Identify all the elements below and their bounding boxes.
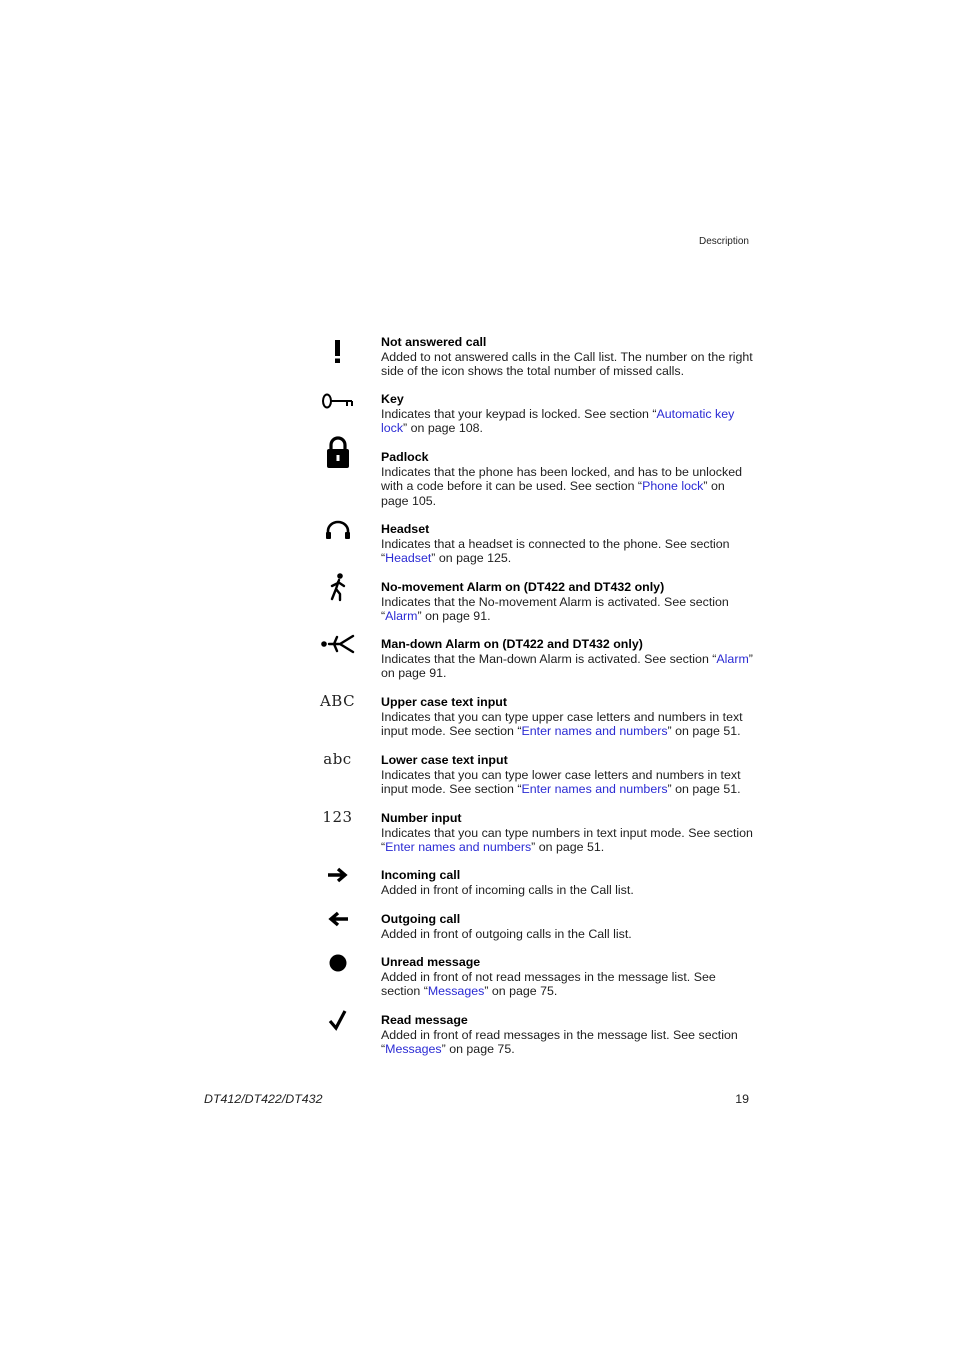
upper-case-icon: ABC xyxy=(319,692,356,710)
entry-title: Unread message xyxy=(381,955,481,969)
headset-icon xyxy=(310,519,365,553)
entry-title: Man-down Alarm on (DT422 and DT432 only) xyxy=(381,637,643,651)
description-text: Indicates that the Man-down Alarm is activated. See section “ xyxy=(381,651,717,666)
entry-title: Incoming call xyxy=(381,868,461,882)
link-enter-names-and-numbers[interactable]: Enter names and numbers xyxy=(521,724,668,739)
entry-upper-case-text-input xyxy=(381,695,753,739)
entry-title: Headset xyxy=(381,522,430,536)
entry-title: Number input xyxy=(381,811,462,825)
entry-title: Not answered call xyxy=(381,335,487,349)
link-headset[interactable]: Headset xyxy=(385,551,432,566)
description-text: Indicates that a headset is connected to the phone. See section “ xyxy=(381,536,730,566)
link-automatic-key-lock[interactable]: Automatic key lock xyxy=(381,406,735,436)
entry-incoming-call xyxy=(381,868,753,897)
checkmark-icon xyxy=(310,1009,365,1043)
filled-circle-icon xyxy=(310,953,365,987)
entry-title: Padlock xyxy=(381,450,429,464)
description-text: Indicates that you can type lower case letters and numbers in text input mode. See section “ xyxy=(381,767,741,797)
walking-person-icon xyxy=(310,572,365,606)
entry-title: Upper case text input xyxy=(381,695,507,709)
link-alarm[interactable]: Alarm xyxy=(385,609,418,624)
entry-description: Added in front of outgoing calls in the Call list. xyxy=(381,926,632,941)
entry-title: Key xyxy=(381,392,404,406)
entry-description: Added in front of incoming calls in the Call list. xyxy=(381,882,634,897)
link-messages[interactable]: Messages xyxy=(385,1042,442,1057)
description-text: ” on page 91. xyxy=(417,609,491,624)
description-text: Indicates that the phone has been locked, and has to be unlocked with a code before it can be used. See section “ xyxy=(381,464,742,494)
description-text: ” on page 51. xyxy=(531,840,605,855)
entry-description xyxy=(381,595,753,624)
entry-description xyxy=(381,407,753,436)
lower-case-icon: abc xyxy=(323,750,352,768)
entry-title: Outgoing call xyxy=(381,912,461,926)
entry-title: Lower case text input xyxy=(381,753,508,767)
entry-description xyxy=(381,826,753,855)
entry-description xyxy=(381,652,753,681)
description-text: ” on page 51. xyxy=(667,724,741,739)
link-enter-names-and-numbers[interactable]: Enter names and numbers xyxy=(385,840,532,855)
footer-model: DT412/DT422/DT432 xyxy=(204,1092,323,1106)
description-text: ” on page 91. xyxy=(381,651,753,681)
entry-headset xyxy=(381,522,753,566)
page-number: 19 xyxy=(735,1092,749,1106)
description-text: ” on page 108. xyxy=(403,421,483,436)
exclamation-icon xyxy=(310,337,365,371)
arrow-left-icon xyxy=(310,910,365,944)
entry-description xyxy=(381,768,753,797)
link-messages[interactable]: Messages xyxy=(427,984,485,999)
description-text: ” on page 75. xyxy=(441,1042,515,1057)
key-icon xyxy=(310,392,365,426)
description-text: Indicates that you can type numbers in text input mode. See section “ xyxy=(381,825,753,855)
running-header: Description xyxy=(698,236,749,247)
padlock-icon xyxy=(310,436,365,470)
entry-padlock xyxy=(381,450,753,508)
entry-number-input xyxy=(381,811,753,855)
number-input-icon: 123 xyxy=(322,808,353,826)
entry-unread-message xyxy=(381,955,753,999)
entry-description xyxy=(381,970,753,999)
description-text: ” on page 51. xyxy=(667,782,741,797)
entry-description xyxy=(381,1028,753,1057)
link-enter-names-and-numbers[interactable]: Enter names and numbers xyxy=(521,782,668,797)
entry-key xyxy=(381,392,753,436)
entry-lower-case-text-input xyxy=(381,753,753,797)
fallen-person-icon xyxy=(310,633,365,667)
description-text: ” on page 125. xyxy=(431,551,512,566)
description-text: ” on page 105. xyxy=(381,479,725,508)
description-text: Added in front of read messages in the message list. See section “ xyxy=(381,1027,738,1057)
entry-title: Read message xyxy=(381,1013,468,1027)
description-text: Indicates that the No-movement Alarm is activated. See section “ xyxy=(381,594,729,624)
entry-description: Added to not answered calls in the Call list. The number on the right side of the icon shows the total number of missed calls. xyxy=(381,349,753,379)
entry-title: No-movement Alarm on (DT422 and DT432 only) xyxy=(381,580,665,594)
description-text: ” on page 75. xyxy=(484,984,558,999)
description-text: Indicates that your keypad is locked. See section “ xyxy=(381,406,657,421)
link-phone-lock[interactable]: Phone lock xyxy=(642,479,704,494)
entry-description xyxy=(381,537,753,566)
entry-read-message xyxy=(381,1013,753,1057)
entry-outgoing-call xyxy=(381,912,753,941)
link-alarm[interactable]: Alarm xyxy=(716,651,749,666)
entry-description xyxy=(381,710,753,739)
entry-no-movement-alarm xyxy=(381,580,753,624)
entry-not-answered-call xyxy=(381,335,753,379)
description-text: Added in front of not read messages in the message list. See section “ xyxy=(381,969,716,999)
entry-description xyxy=(381,465,753,509)
arrow-right-icon xyxy=(310,866,365,900)
description-text: Indicates that you can type upper case letters and numbers in text input mode. See section “ xyxy=(381,709,743,739)
entry-man-down-alarm xyxy=(381,637,753,681)
